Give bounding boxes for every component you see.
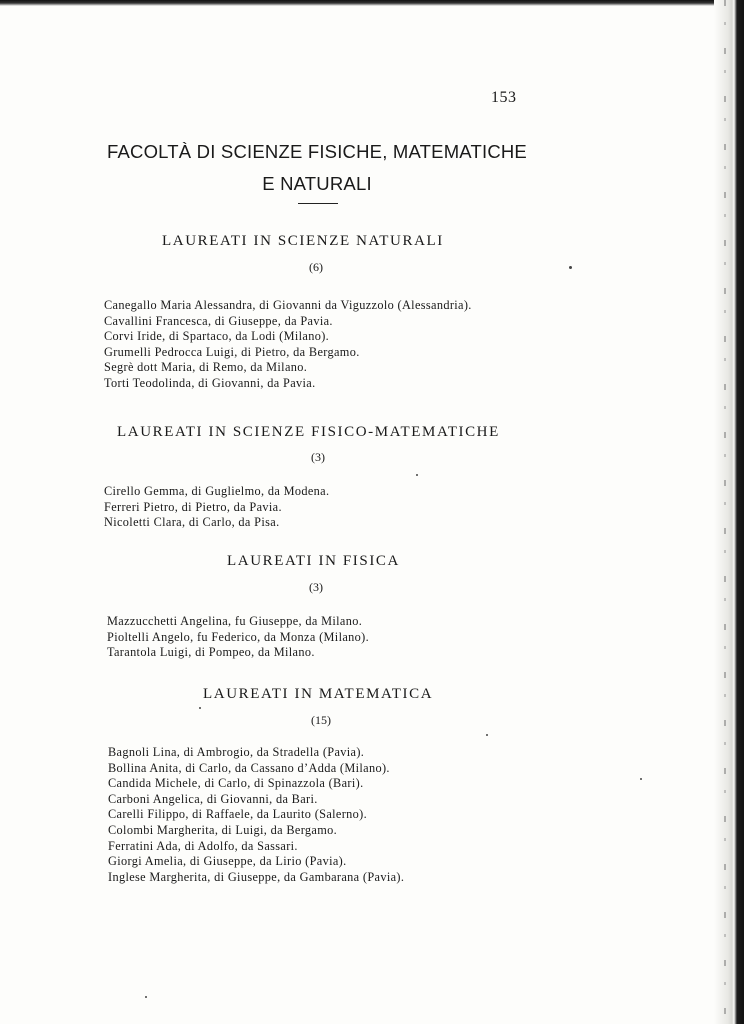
graduate-list-fisica [107,614,369,661]
section-heading-fisica: LAUREATI IN FISICA [227,553,400,569]
list-item: Grumelli Pedrocca Luigi, di Pietro, da Bergamo. [104,344,360,359]
list-item: Segrè dott Maria, di Remo, da Milano. [104,360,308,375]
scan-speck [640,778,642,780]
title-divider [298,203,338,204]
section-heading-scienze-naturali: LAUREATI IN SCIENZE NATURALI [162,233,444,249]
section-heading-scienze-fisico-matematiche: LAUREATI IN SCIENZE FISICO-MATEMATICHE [117,424,500,440]
scan-speck [145,996,147,998]
scan-binding-edge [714,0,744,1024]
scan-speck [486,734,488,736]
section-count-matematica: (15) [311,713,331,727]
list-item: Canegallo Maria Alessandra, di Giovanni da Viguzzolo (Alessandria). [104,298,472,312]
section-count-fisica: (3) [309,580,323,594]
list-item: Giorgi Amelia, di Giuseppe, da Lirio (Pavia). [108,854,347,869]
list-item: Tarantola Luigi, di Pompeo, da Milano. [107,645,315,660]
list-item: Ferreri Pietro, di Pietro, da Pavia. [104,499,282,514]
list-item: Inglese Margherita, di Giuseppe, da Gambarana (Pavia). [108,869,405,884]
scan-top-border [0,0,744,6]
list-item: Carboni Angelica, di Giovanni, da Bari. [108,791,318,806]
scan-speck [569,266,572,269]
section-heading-matematica: LAUREATI IN MATEMATICA [203,686,434,702]
page-number: 153 [491,89,517,106]
graduate-list-scienze-fisico-matematiche [104,484,329,531]
scan-speck [199,707,201,709]
section-count-scienze-naturali: (6) [309,260,323,274]
list-item: Pioltelli Angelo, fu Federico, da Monza (Milano). [107,629,370,644]
list-item: Colombi Margherita, di Luigi, da Bergamo. [108,822,338,837]
list-item: Carelli Filippo, di Raffaele, da Laurito (Salerno). [108,807,368,822]
section-count-scienze-fisico-matematiche: (3) [311,450,325,464]
list-item: Bollina Anita, di Carlo, da Cassano d’Adda (Milano). [108,760,390,775]
faculty-title-line-2: E NATURALI [262,173,372,194]
list-item: Candida Michele, di Carlo, di Spinazzola (Bari). [108,776,364,791]
faculty-title [100,136,534,200]
list-item: Ferratini Ada, di Adolfo, da Sassari. [108,838,298,853]
scan-speck [416,474,418,476]
graduate-list-scienze-naturali [104,298,472,392]
list-item: Torti Teodolinda, di Giovanni, da Pavia. [104,375,316,390]
list-item: Corvi Iride, di Spartaco, da Lodi (Milano). [104,329,330,344]
list-item: Cirello Gemma, di Guglielmo, da Modena. [104,484,330,498]
list-item: Bagnoli Lina, di Ambrogio, da Stradella (Pavia). [108,745,365,759]
list-item: Mazzucchetti Angelina, fu Giuseppe, da Milano. [107,614,363,628]
graduate-list-matematica [108,745,404,885]
list-item: Cavallini Francesca, di Giuseppe, da Pavia. [104,313,333,328]
list-item: Nicoletti Clara, di Carlo, da Pisa. [104,515,280,530]
faculty-title-line-1: FACOLTÀ DI SCIENZE FISICHE, MATEMATICHE [107,141,527,162]
